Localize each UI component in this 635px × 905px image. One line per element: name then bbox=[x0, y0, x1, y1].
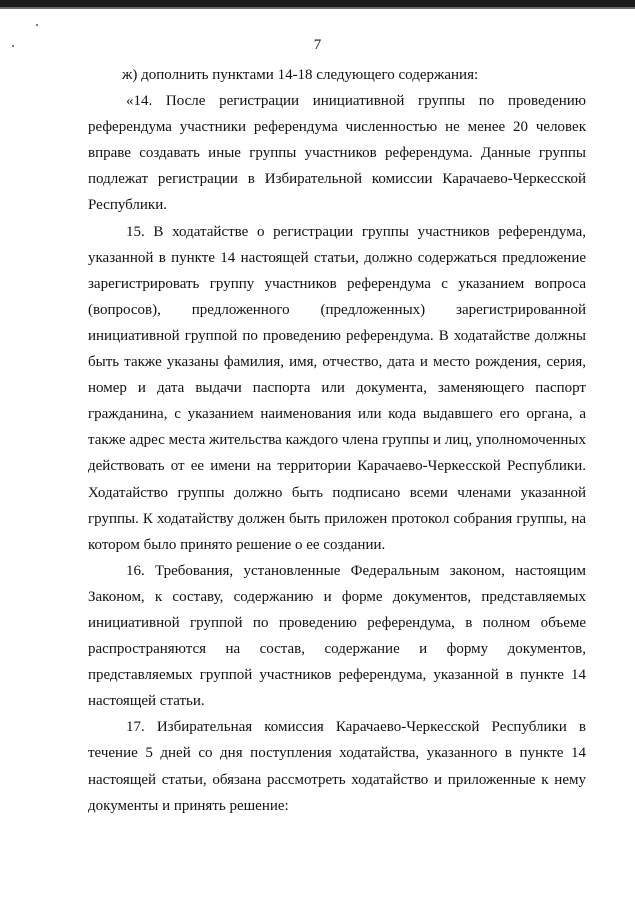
scan-speck bbox=[36, 24, 38, 26]
scan-top-border bbox=[0, 0, 635, 7]
page-number: 7 bbox=[313, 37, 322, 53]
paragraph-15: 15. В ходатайстве о регистрации группы участников референдума, указанной в пункте 14 настоящей статьи, должно содержаться предложение зарегистрировать группу участников референдума с указанием вопроса (вопросов), предложенного (предложенных) зарегистрированной инициативной группой по проведению референдума. В ходатайстве должны быть также указаны фамилия, имя, отчество, дата и место рождения, серия, номер и дата выдачи паспорта или документа, заменяющего паспорт гражданина, с указанием наименования или кода выдавшего его органа, а также адрес места жительства каждого члена группы и лиц, уполномоченных действовать от ее имени на территории Карачаево-Черкесской Республики. Ходатайство группы должно быть подписано всеми членами указанной группы. К ходатайству должен быть приложен протокол собрания группы, на котором было принято решение о ее создании. bbox=[88, 223, 586, 553]
paragraph-14: «14. После регистрации инициативной группы по проведению референдума участники референдума численностью не менее 20 человек вправе создавать иные группы участников референдума. Данные группы подлежат регистрации в Избирательной комиссии Карачаево-Черкесской Республики. bbox=[88, 93, 586, 214]
paragraph-16: 16. Требования, установленные Федеральным законом, настоящим Законом, к составу, содержанию и форме документов, представляемых инициативной группой по проведению референдума, в полном объеме распространяются на состав, содержание и форму документов, представляемых группой участников референдума, указанной в пункте 14 настоящей статьи. bbox=[88, 562, 586, 710]
paragraph-17: 17. Избирательная комиссия Карачаево-Черкесской Республики в течение 5 дней со дня поступления ходатайства, указанного в пункте 14 настоящей статьи, обязана рассмотреть ходатайство и приложенные к нему документы и принять решение: bbox=[88, 719, 586, 814]
intro-paragraph: ж) дополнить пунктами 14-18 следующего содержания: bbox=[122, 67, 479, 83]
document-body bbox=[88, 62, 586, 819]
